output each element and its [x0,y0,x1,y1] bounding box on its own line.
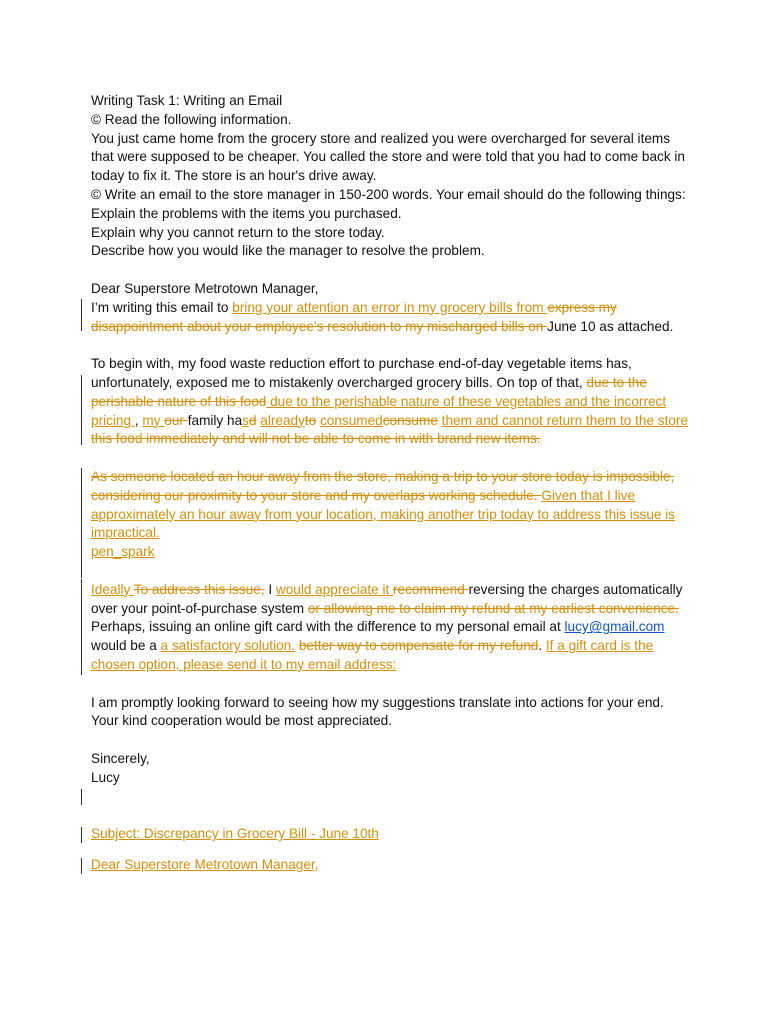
deletion[interactable]: To address this issue, [133,581,265,597]
deletion[interactable]: our [164,412,188,428]
paragraph-problem: To begin with, my food waste reduction effort to purchase end-of-day vegetable items has, unfortunately, exposed me to mistakenly overcharged grocery bills. On top of that, due to the perishable nature of this food due to the perishable nature of these vegetables and the incorrect pricing , my our family hasd alreadyto consumedconsume them and cannot return them to the store this food immediately and will not be able to come in with brand new items. [91,355,691,449]
change-bar [81,827,82,843]
task-bullet-2: Explain why you cannot return to the store today. [91,224,385,240]
empty-line[interactable] [91,787,691,806]
greeting-repeat [91,856,691,875]
insertion[interactable]: bring your attention an error in my grocery bills from [232,299,548,315]
document-body[interactable] [91,92,691,875]
signature: Lucy [91,769,120,785]
insertion[interactable]: pen_spark [91,544,155,560]
change-bar [81,789,82,805]
insertion[interactable]: already [260,412,305,428]
change-bar [81,468,82,578]
task-read-line: © Read the following information. [91,111,292,127]
insertion[interactable]: If a gift card is the chosen option, please send it to my email address: [91,638,654,672]
insertion[interactable]: Dear Superstore Metrotown Manager, [91,856,319,872]
insertion[interactable]: Ideally [91,581,134,597]
deletion[interactable]: due to the perishable nature of this food [91,374,647,409]
pen-spark-line [91,543,691,562]
sign-off: Sincerely, [91,750,150,766]
task-title: Writing Task 1: Writing an Email [91,93,283,108]
change-bar [81,375,82,445]
deletion[interactable]: or allowing me to claim my refund at my earliest convenience. [307,600,679,616]
deletion[interactable]: to [304,412,317,428]
insertion[interactable]: a satisfactory solution. [160,638,296,654]
paragraph-intro: I’m writing this email to bring your attention an error in my grocery bills from express my disappointment about your employee’s resolution to my mischarged bills on June 10 as attached. [91,299,691,337]
insertion[interactable]: about your employee’s resolution to my mischarged bills on [183,318,548,334]
deletion[interactable]: d [248,412,257,428]
deletion[interactable]: consume [382,412,438,428]
paragraph-distance [91,468,691,543]
change-bar [81,579,82,675]
deletion[interactable]: As someone located an hour away from the store, making a trip to your store today is impossible, considering our proximity to your store and my overlaps working schedule. [91,468,675,503]
email-link[interactable]: lucy@gmail.com [564,619,665,635]
change-bar [81,299,82,331]
task-bullet-1: Explain the problems with the items you purchased. [91,205,402,221]
deletion[interactable]: better way to compensate for my refund [298,638,539,654]
deletion[interactable]: express my disappointment [91,299,617,334]
paragraph-closing-remark: I am promptly looking forward to seeing how my suggestions translate into actions for your end. Your kind cooperation would be most appreciated. [91,694,664,729]
task-bullet-3: Describe how you would like the manager to resolve the problem. [91,243,485,259]
insertion[interactable]: them and cannot return them to the store [441,412,689,428]
insertion[interactable]: my [142,412,165,428]
email-greeting: Dear Superstore Metrotown Manager, [91,280,319,296]
subject-line [91,825,691,844]
insertion[interactable]: Given that I live approximately an hour away from your location, making another trip today to address this issue is impractical. [91,487,676,541]
insertion[interactable]: consumed [320,412,383,428]
paragraph-resolution: Ideally To address this issue, I would appreciate it recommend reversing the charges automatically over your point-of-purchase system or allowing me to claim my refund at my earliest convenience. Perhaps, issuing an online gift card with the difference to my personal email at lucy@gmail.com would be a a satisfactory solution. better way to compensate for my refund. If a gift card is the chosen option, please send it to my email address: [91,581,691,675]
insertion[interactable]: Subject: Discrepancy in Grocery Bill - June 10th [91,826,379,842]
task-situation: You just came home from the grocery store and realized you were overcharged for several items that were supposed to be cheaper. You called the store and were told that you had to come back in today to fix it. The store is an hour's drive away. [91,130,685,184]
deletion[interactable]: recommend [393,581,469,597]
deletion[interactable]: this food immediately and will not be able to come in with brand new items. [91,431,541,447]
insertion[interactable]: due to the perishable nature of these vegetables and the incorrect pricing [91,393,667,428]
insertion[interactable]: s [242,412,249,428]
task-instruction: © Write an email to the store manager in 150-200 words. Your email should do the following things: [91,186,686,202]
insertion[interactable]: would appreciate it [275,581,394,597]
change-bar [81,858,82,874]
